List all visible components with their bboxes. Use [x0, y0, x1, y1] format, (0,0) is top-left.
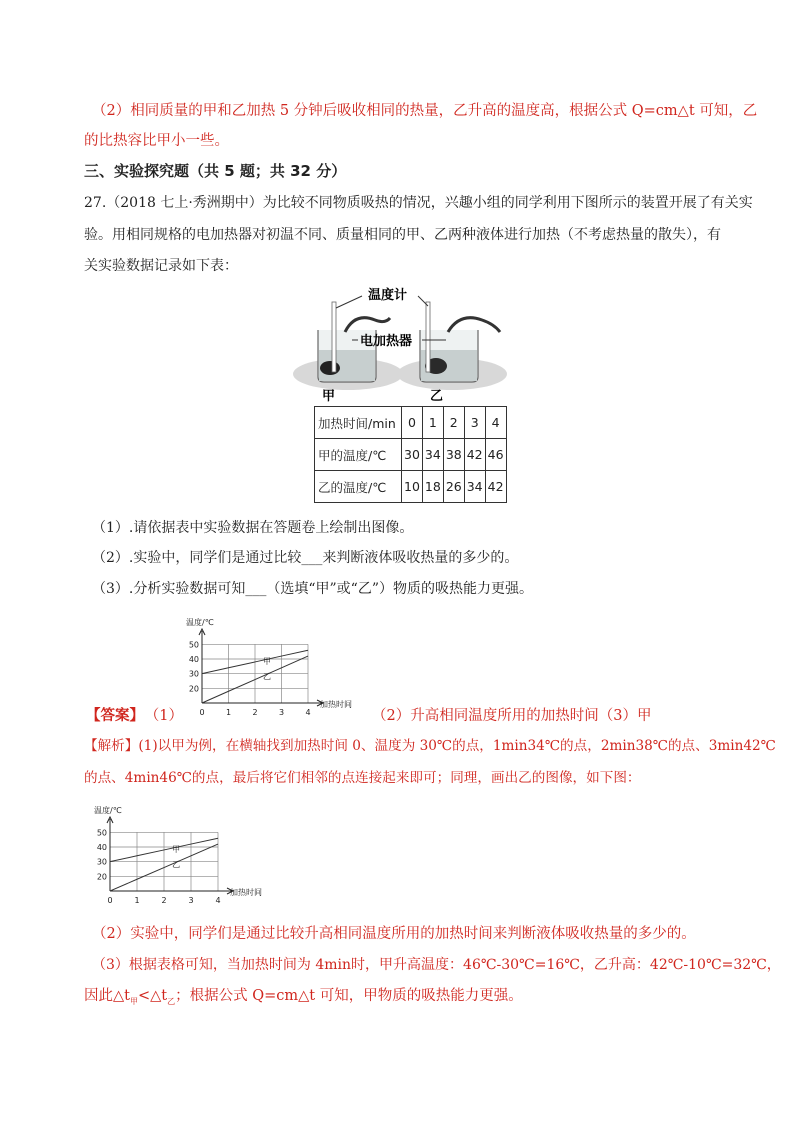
table-cell: 42 — [485, 471, 506, 503]
prev-answer-line2: 的比热容比甲小一些。 — [84, 133, 229, 149]
analysis-line5-sub2: 乙 — [167, 996, 176, 1006]
apparatus-figure — [290, 282, 520, 402]
table-cell: 34 — [464, 471, 485, 503]
answer-tag: 【答案】 — [86, 707, 144, 724]
table-row — [315, 407, 507, 439]
label-thermometer: 温度计 — [368, 288, 408, 303]
section-title: 三、实验探究题（共 5 题；共 32 分） — [84, 162, 347, 180]
table-cell: 1 — [422, 407, 443, 439]
y-tick-label: 50 — [96, 828, 107, 838]
analysis-line5 — [84, 986, 523, 1012]
series-label-b: 乙 — [262, 672, 271, 682]
analysis-line2: 的点、4min46℃的点，最后将它们相邻的点连接起来即可；同理，画出乙的图像，如下图： — [84, 770, 641, 786]
table-cell: 18 — [422, 471, 443, 503]
analysis-line5-a: 因此△t — [84, 988, 130, 1004]
table-row-b-label: 乙的温度/℃ — [315, 471, 402, 503]
table-cell: 2 — [443, 407, 464, 439]
analysis-line5-b: <△t — [137, 988, 168, 1004]
table-cell: 34 — [422, 439, 443, 471]
table-header-label: 加热时间/min — [315, 407, 402, 439]
heater-cable-a — [345, 318, 390, 332]
sub-question-1: （1）.请依据表中实验数据在答题卷上绘制出图像。 — [92, 520, 414, 536]
y-tick-label: 30 — [96, 857, 107, 867]
answer-rest: （2）升高相同温度所用的加热时间（3）甲 — [372, 708, 652, 724]
x-tick-label: 1 — [225, 708, 232, 717]
table-row-a-label: 甲的温度/℃ — [315, 439, 402, 471]
table-cell: 0 — [402, 407, 423, 439]
y-tick-label: 40 — [188, 655, 199, 664]
series-label-a: 甲 — [262, 656, 271, 666]
table-cell: 3 — [464, 407, 485, 439]
x-tick-label: 0 — [199, 708, 205, 717]
y-tick-label: 40 — [96, 843, 107, 852]
sub-question-3: （3）.分析实验数据可知___（选填“甲”或“乙”）物质的吸热能力更强。 — [92, 581, 533, 597]
heater-cable-b — [448, 318, 500, 332]
label-a: 甲 — [322, 389, 336, 402]
analysis-line3: （2）实验中，同学们是通过比较升高相同温度所用的加热时间来判断液体吸收热量的多少的。 — [92, 926, 696, 942]
x-tick-label: 4 — [215, 896, 221, 905]
series-label-b: 乙 — [172, 860, 181, 870]
data-table — [314, 406, 507, 503]
table-cell: 42 — [464, 439, 485, 471]
thermometer-b — [426, 302, 430, 372]
label-heater: 电加热器 — [360, 334, 413, 349]
analysis-line1: 【解析】(1)以甲为例，在横轴找到加热时间 0、温度为 30℃的点，1min34℃的点，2min38℃的点、3min42℃ — [84, 738, 776, 754]
answer-chart — [186, 610, 361, 725]
label-b: 乙 — [430, 389, 444, 402]
y-axis-label: 温度/℃ — [186, 618, 214, 627]
table-cell: 10 — [402, 471, 423, 503]
table-cell: 46 — [485, 439, 506, 471]
x-tick-label: 3 — [278, 708, 285, 717]
question-line1: 27.（2018 七上·秀洲期中）为比较不同物质吸热的情况，兴趣小组的同学利用下图所示的装置开展了有关实 — [84, 195, 753, 211]
table-cell: 4 — [485, 407, 506, 439]
y-tick-label: 20 — [96, 872, 107, 882]
question-line2: 验。用相同规格的电加热器对初温不同、质量相同的甲、乙两种液体进行加热（不考虑热量的散失），有 — [84, 227, 721, 243]
y-tick-label: 50 — [188, 640, 199, 650]
table-cell: 38 — [443, 439, 464, 471]
answer-line — [86, 706, 183, 726]
x-tick-label: 2 — [161, 896, 167, 905]
analysis-chart — [84, 798, 284, 913]
table-cell: 26 — [443, 471, 464, 503]
x-tick-label: 1 — [134, 896, 140, 905]
question-line3: 关实验数据记录如下表： — [84, 258, 238, 274]
x-tick-label: 0 — [107, 896, 113, 905]
analysis-line5-c: ；根据公式 Q=cm△t 可知，甲物质的吸热能力更强。 — [175, 988, 523, 1004]
prev-answer-line1: （2）相同质量的甲和乙加热 5 分钟后吸收相同的热量，乙升高的温度高，根据公式 Q=cm△t 可知，乙 — [92, 103, 758, 119]
x-tick-label: 2 — [252, 708, 258, 717]
sub-question-2: （2）.实验中，同学们是通过比较___来判断液体吸收热量的多少的。 — [92, 550, 519, 566]
x-axis-label: 加热时间 — [320, 700, 352, 709]
table-cell: 30 — [402, 439, 423, 471]
answer-part1: （1） — [152, 708, 183, 724]
y-tick-label: 30 — [188, 669, 199, 679]
thermometer-a — [332, 302, 336, 372]
y-tick-label: 20 — [188, 684, 199, 694]
y-axis-label: 温度/℃ — [94, 806, 122, 815]
x-axis-label: 加热时间 — [230, 888, 262, 897]
analysis-line5-sub1: 甲 — [129, 996, 138, 1006]
analysis-line4: （3）根据表格可知，当加热时间为 4min时，甲升高温度：46℃-30℃=16℃，乙升高：42℃-10℃=32℃， — [92, 957, 781, 973]
table-row — [315, 439, 507, 471]
x-tick-label: 3 — [188, 896, 194, 905]
table-row — [315, 471, 507, 503]
x-tick-label: 4 — [305, 708, 311, 717]
heater-coil-a — [320, 361, 340, 375]
series-label-a: 甲 — [172, 844, 181, 854]
